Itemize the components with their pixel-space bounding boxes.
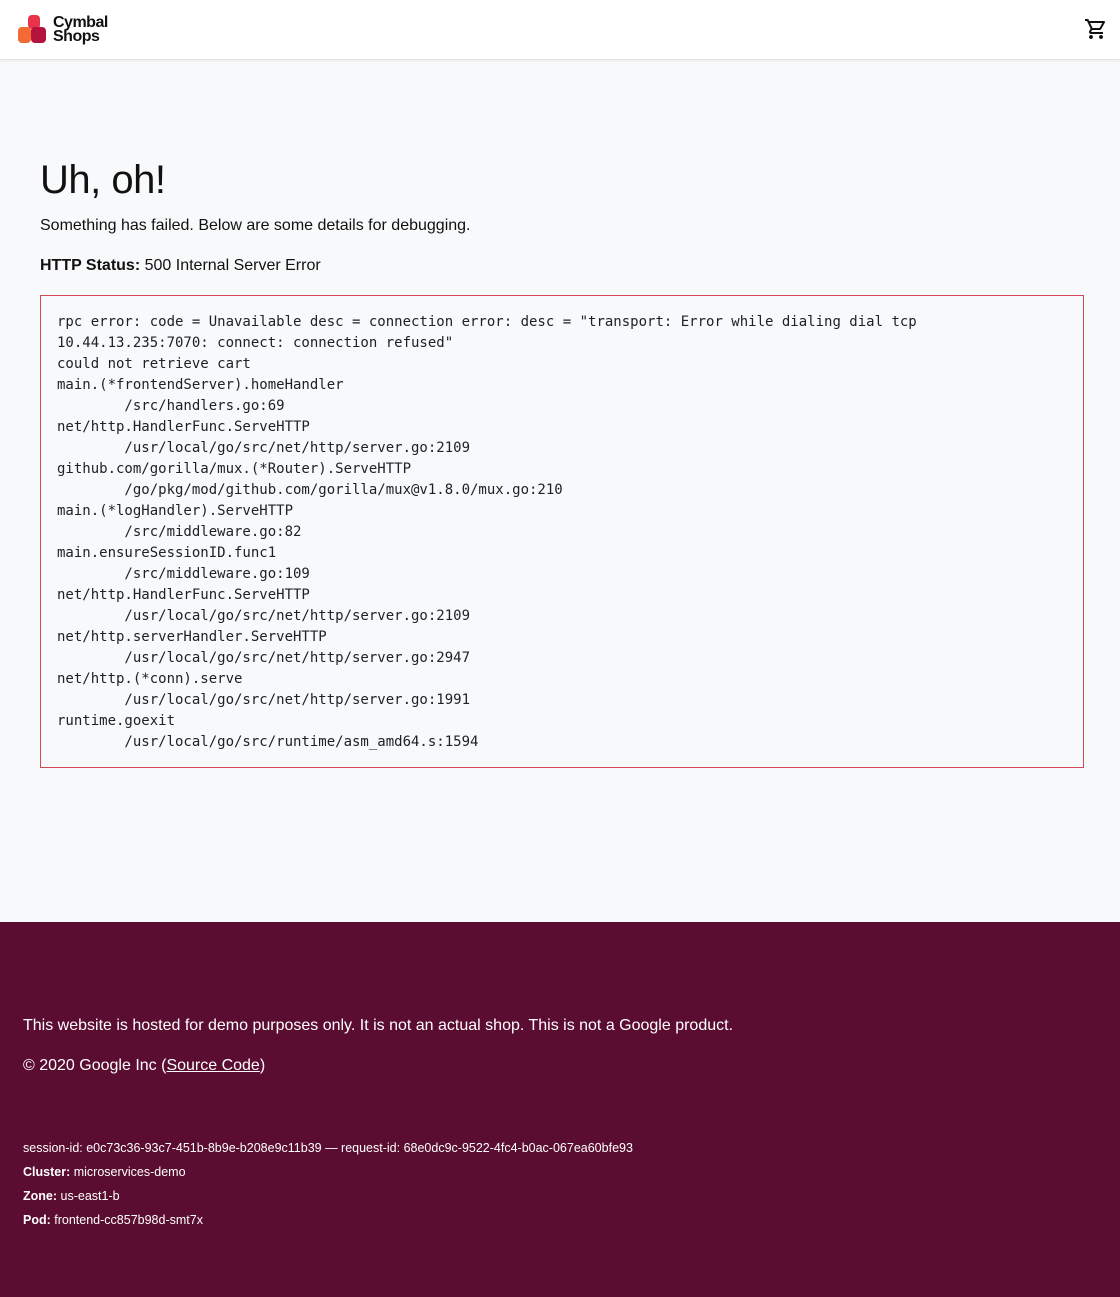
logo-line-1: Cymbal <box>53 14 108 31</box>
logo-line-2: Shops <box>53 28 100 45</box>
cluster-info <box>23 1160 633 1184</box>
cymbal-shops-logo[interactable] <box>18 14 108 46</box>
cluster-label: Cluster: <box>23 1165 71 1179</box>
zone-label: Zone: <box>23 1189 58 1203</box>
site-header <box>0 0 1120 60</box>
pod-info <box>23 1208 633 1232</box>
error-intro: Something has failed. Below are some details for debugging. <box>40 217 471 234</box>
copyright-suffix: ) <box>259 1057 266 1074</box>
pod-label: Pod: <box>23 1213 51 1227</box>
session-info: session-id: e0c73c36-93c7-451b-8b9e-b208e9c11b39 — request-id: 68e0dc9c-9522-4fc4-b0ac-067ea60bfe93 <box>23 1141 633 1155</box>
footer-disclaimer: This website is hosted for demo purposes only. It is not an actual shop. This is not a Google product. <box>23 1017 734 1034</box>
http-status <box>40 255 1084 277</box>
error-content <box>40 156 1084 768</box>
http-status-label: HTTP Status: <box>40 257 141 274</box>
logo-text <box>53 16 108 44</box>
logo-mark-icon <box>18 15 48 45</box>
footer-copyright <box>23 1055 265 1077</box>
http-status-value: 500 Internal Server Error <box>144 257 321 274</box>
pod-value: frontend-cc857b98d-smt7x <box>54 1213 203 1227</box>
error-stack-trace: rpc error: code = Unavailable desc = connection error: desc = "transport: Error while dialing dial tcp 10.44.13.235:7070: connect: connection refused" could not retrieve cart main.(*frontendServer).homeHandler /src/handlers.go:69 net/http.HandlerFunc.ServeHTTP /usr/local/go/src/net/http/server.go:2109 github.com/gorilla/mux.(*Router).ServeHTTP /go/pkg/mod/github.com/gorilla/mux@v1.8.0/mux.go:210 main.(*logHandler).ServeHTTP /src/middleware.go:82 main.ensureSessionID.func1 /src/middleware.go:109 net/http.HandlerFunc.ServeHTTP /usr/local/go/src/net/http/server.go:2109 net/http.serverHandler.ServeHTTP /usr/local/go/src/net/http/server.go:2947 net/http.(*conn).serve /usr/local/go/src/net/http/server.go:1991 runtime.goexit /usr/local/go/src/runtime/asm_amd64.s:1594 <box>57 314 917 750</box>
page-title: Uh, oh! <box>40 158 166 202</box>
footer-debug-info <box>23 1136 633 1232</box>
source-code-link[interactable]: Source Code <box>166 1057 260 1074</box>
error-details-box <box>40 295 1084 768</box>
site-footer <box>0 922 1120 1297</box>
shopping-cart-icon[interactable] <box>1084 17 1108 41</box>
zone-info <box>23 1184 633 1208</box>
zone-value: us-east1-b <box>60 1189 120 1203</box>
copyright-prefix: © 2020 Google Inc ( <box>23 1057 167 1074</box>
cluster-value: microservices-demo <box>73 1165 186 1179</box>
